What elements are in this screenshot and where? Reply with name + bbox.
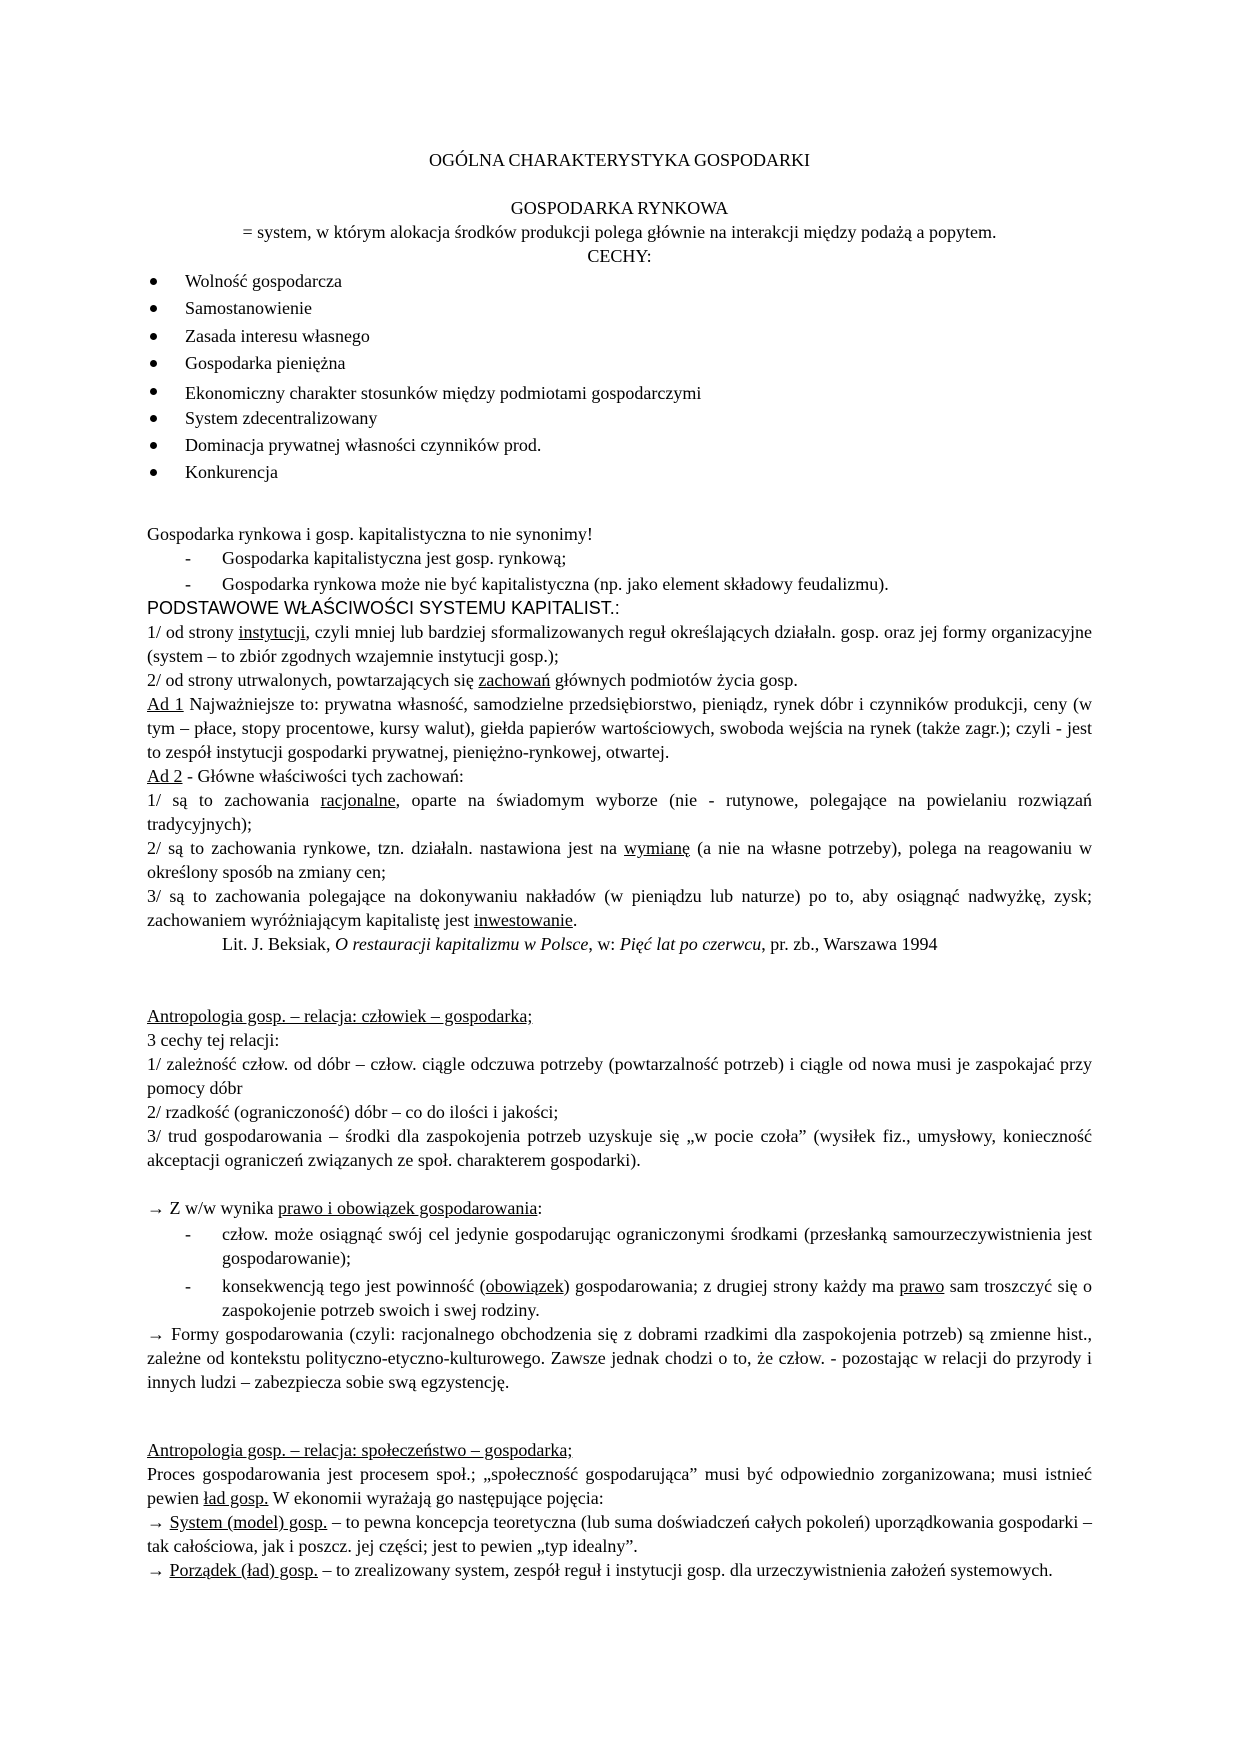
paragraph: 2/ od strony utrwalonych, powtarzających się zachowań głównych podmiotów życia gosp.	[147, 670, 798, 690]
list-item: Wolność gospodarcza	[147, 268, 1092, 295]
market-economy-definition: = system, w którym alokacja środków produkcji polega głównie na interakcji między podażą a popytem.	[242, 222, 997, 242]
list-item: Samostanowienie	[147, 295, 1092, 322]
paragraph: 1/ są to zachowania racjonalne, oparte na świadomym wyborze (nie - rutynowe, polegające na powielaniu rozwiązań tradycyjnych);	[147, 790, 1092, 834]
paragraph: → System (model) gosp. – to pewna koncepcja teoretyczna (lub suma doświadczeń całych pokoleń) uporządkowania gospodarki – tak całościowa, jak i poszcz. jej części; jest to pewien „typ idealny”.	[147, 1512, 1093, 1556]
paragraph: 2/ rzadkość (ograniczoność) dóbr – co do ilości i jakości;	[147, 1102, 559, 1122]
dash-item: - Gospodarka kapitalistyczna jest gosp. rynkową;	[147, 546, 1092, 570]
dash-item: - człow. może osiągnąć swój cel jedynie gospodarując ograniczonymi środkami (przesłanką samourzeczywistnienia jest gospodarowanie);	[147, 1222, 1092, 1270]
list-item: Gospodarka pieniężna	[147, 350, 1092, 377]
section-heading: Antropologia gosp. – relacja: społeczeństwo – gospodarka;	[147, 1440, 573, 1460]
features-list	[147, 268, 1092, 487]
list-item: Zasada interesu własnego	[147, 323, 1092, 350]
capitalism-properties-heading: PODSTAWOWE WŁAŚCIWOŚCI SYSTEMU KAPITALIST.:	[147, 598, 620, 618]
list-item: System zdecentralizowany	[147, 405, 1092, 432]
paragraph: 3/ trud gospodarowania – środki dla zaspokojenia potrzeb uzyskuje się „w pocie czoła” (wysiłek fiz., umysłowy, konieczność akceptacji ograniczeń związanych ze społ. charakterem gospodarki).	[147, 1126, 1092, 1170]
paragraph: Ad 2 - Główne właściwości tych zachowań:	[147, 766, 464, 786]
document-title: OGÓLNA CHARAKTERYSTYKA GOSPODARKI	[428, 150, 811, 170]
paragraph: → Formy gospodarowania (czyli: racjonalnego obchodzenia się z dobrami rzadkimi dla zaspokojenia potrzeb) są zmienne hist., zależne od kontekstu polityczno-etyczno-kulturowego. Zawsze jednak chodzi o to, że człow. - pozostając w relacji do przyrody i innych ludzi – zabezpiecza sobie swą egzystencję.	[147, 1324, 1092, 1392]
list-item: Ekonomiczny charakter stosunków między podmiotami gospodarczymi	[147, 378, 1092, 405]
capitalism-intro: Gospodarka rynkowa i gosp. kapitalistyczna to nie synonimy!	[147, 524, 593, 544]
dash-item: - Gospodarka rynkowa może nie być kapitalistyczna (np. jako element składowy feudalizmu).	[147, 572, 1092, 596]
capitalism-section	[147, 522, 1092, 956]
paragraph: 1/ zależność człow. od dóbr – człow. ciągle odczuwa potrzeby (powtarzalność potrzeb) i ciągle od nowa musi je zaspokajać przy pomocy dóbr	[147, 1054, 1092, 1098]
paragraph: → Porządek (ład) gosp. – to zrealizowany system, zespół reguł i instytucji gosp. dla urzeczywistnienia założeń systemowych.	[147, 1560, 1053, 1580]
literature-reference: Lit. J. Beksiak, O restauracji kapitalizmu w Polsce, w: Pięć lat po czerwcu, pr. zb., Warszawa 1994	[222, 934, 938, 954]
dash-item: - konsekwencją tego jest powinność (obowiązek) gospodarowania; z drugiej strony każdy ma prawo sam troszczyć się o zaspokojenie potrzeb swoich i swej rodziny.	[147, 1274, 1092, 1322]
paragraph: 2/ są to zachowania rynkowe, tzn. działaln. nastawiona jest na wymianę (a nie na własne potrzeby), polega na reagowaniu w określony sposób na zmiany cen;	[147, 838, 1092, 882]
anthropology-human-section	[147, 1004, 1092, 1394]
list-item: Konkurencja	[147, 459, 1092, 486]
paragraph: Ad 1 Najważniejsze to: prywatna własność, samodzielne przedsiębiorstwo, pieniądz, rynek dóbr i czynników produkcji, ceny (w tym – płace, stopy procentowe, kursy walut), giełda papierów wartościowych, swoboda wejścia na rynek (także zagr.); czyli - jest to zespół instytucji gospodarki prywatnej, pieniężno-rynkowej, otwartej.	[147, 694, 1092, 762]
paragraph: Proces gospodarowania jest procesem społ.; „społeczność gospodarująca” musi być odpowiednio zorganizowana; musi istnieć pewien ład gosp. W ekonomii wyrażają go następujące pojęcia:	[147, 1464, 1092, 1508]
paragraph: 3 cechy tej relacji:	[147, 1030, 280, 1050]
list-item: Dominacja prywatnej własności czynników prod.	[147, 432, 1092, 459]
paragraph: 3/ są to zachowania polegające na dokonywaniu nakładów (w pieniądzu lub naturze) po to, aby osiągnąć nadwyżkę, zysk; zachowaniem wyróżniającym kapitalistę jest inwestowanie.	[147, 886, 1092, 930]
anthropology-society-section	[147, 1438, 1092, 1582]
section-heading-market-economy: GOSPODARKA RYNKOWA	[510, 198, 729, 218]
paragraph: 1/ od strony instytucji, czyli mniej lub bardziej sformalizowanych reguł określających działaln. gosp. oraz jej formy organizacyjne (system – to zbiór zgodnych wzajemnie instytucji gosp.);	[147, 622, 1092, 666]
paragraph: → Z w/w wynika prawo i obowiązek gospodarowania:	[147, 1198, 543, 1218]
features-heading: CECHY:	[587, 246, 652, 266]
section-heading: Antropologia gosp. – relacja: człowiek – gospodarka;	[147, 1006, 533, 1026]
